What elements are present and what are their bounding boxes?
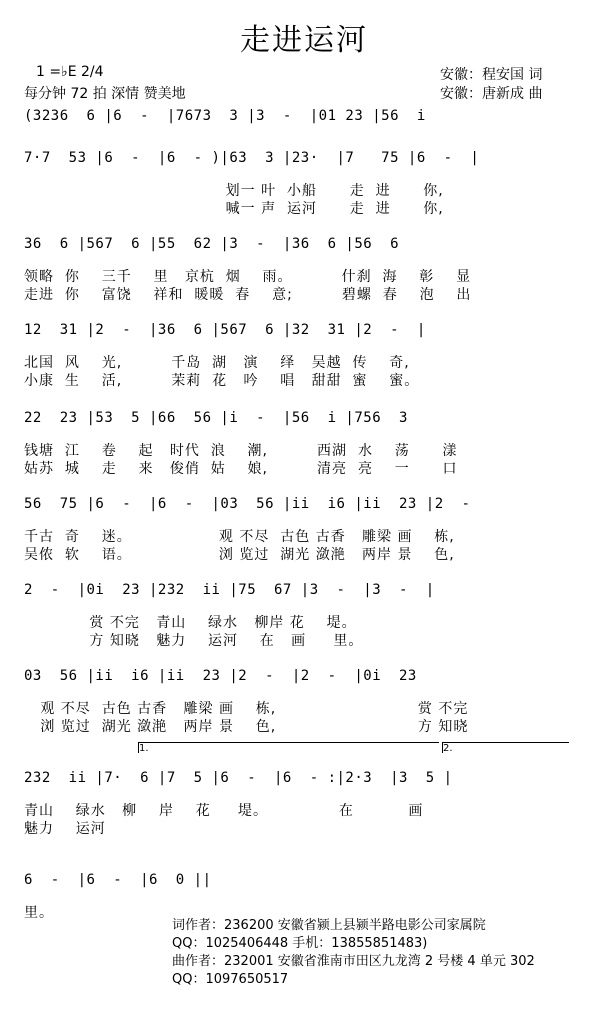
first-ending-bracket <box>138 742 439 753</box>
key-signature: 1 =♭E 2/4 <box>36 64 104 80</box>
lyric-verse-2: 方 知晓 魅力 运河 在 画 里。 <box>24 633 364 649</box>
notation-line: 03 56 |ii i6 |ii 23 |2 - |2 - |0i 23 <box>24 668 426 684</box>
lyric-verse-2: 魅力 运河 <box>24 821 106 837</box>
lyric-verse-2: 走进 你 富饶 祥和 暖暖 春 意; 碧螺 春 泡 出 <box>24 287 472 303</box>
second-ending-bracket <box>442 742 569 753</box>
composer-address: 曲作者：232001 安徽省淮南市田区九龙湾 2 号楼 4 单元 302 <box>172 954 535 969</box>
lyric-verse-1: 划一 叶 小船 走 进 你, <box>24 183 444 199</box>
lyricist-address: 词作者：236200 安徽省颍上县颍半路电影公司家属院 <box>172 918 486 933</box>
song-title: 走进运河 <box>240 23 368 58</box>
composer-credit: 安徽：唐新成 曲 <box>440 86 543 102</box>
lyric-verse-1: 赏 不完 青山 绿水 柳岸 花 堤。 <box>24 615 357 631</box>
notation-line: 56 75 |6 - |6 - |03 56 |ii i6 |ii 23 |2 - <box>24 496 489 512</box>
composer-contact: QQ：1097650517 <box>172 972 289 987</box>
lyric-verse-2: 浏 览过 湖光 潋滟 两岸 景 色, 方 知晓 <box>24 719 469 735</box>
lyric-verse-2: 吴侬 软 语。 浏 览过 湖光 潋滟 两岸 景 色, <box>24 547 455 563</box>
lyric-verse-2: 小康 生 活, 茉莉 花 吟 唱 甜甜 蜜 蜜。 <box>24 373 420 389</box>
lyric-verse-1: 钱塘 江 卷 起 时代 浪 潮, 西湖 水 荡 漾 <box>24 443 458 459</box>
notation-line: 36 6 |567 6 |55 62 |3 - |36 6 |56 6 <box>24 236 408 252</box>
first-ending-label: 1. <box>139 743 149 754</box>
lyric-verse-1: 千古 奇 迷。 观 不尽 古色 古香 雕梁 画 栋, <box>24 529 455 545</box>
lyric-verse-1: 北国 风 光, 千岛 湖 演 绎 吴越 传 奇, <box>24 355 410 371</box>
notation-line: 2 - |0i 23 |232 ii |75 67 |3 - |3 - | <box>24 582 435 598</box>
notation-line: 22 23 |53 5 |66 56 |i - |56 i |756 3 <box>24 410 417 426</box>
lyric-verse-2: 姑苏 城 走 来 俊俏 姑 娘, 清亮 亮 一 口 <box>24 461 458 477</box>
lyricist-contact: QQ：1025406448 手机：13855851483) <box>172 936 428 951</box>
notation-line: 7·7 53 |6 - |6 - )|63 3 |23· |7 75 |6 - | <box>24 150 480 166</box>
lyric-verse-1: 青山 绿水 柳 岸 花 堤。 在 画 <box>24 803 424 819</box>
second-ending-label: 2. <box>443 743 453 754</box>
lyric-verse-1: 观 不尽 古色 古香 雕梁 画 栋, 赏 不完 <box>24 701 469 717</box>
lyricist-credit: 安徽：程安国 词 <box>440 67 543 83</box>
notation-line: 12 31 |2 - |36 6 |567 6 |32 31 |2 - | <box>24 322 426 338</box>
tempo-marking: 每分钟 72 拍 深情 赞美地 <box>24 86 186 102</box>
notation-line: (3236 6 |6 - |7673 3 |3 - |01 23 |56 i <box>24 108 435 124</box>
lyric-verse-2: 喊一 声 运河 走 进 你, <box>24 201 444 217</box>
lyric-verse-1: 里。 <box>24 905 54 921</box>
lyric-verse-1: 领略 你 三千 里 京杭 烟 雨。 什刹 海 彰 显 <box>24 269 472 285</box>
notation-line: 6 - |6 - |6 0 || <box>24 872 212 888</box>
notation-line: 232 ii |7· 6 |7 5 |6 - |6 - :|2·3 |3 5 | <box>24 770 453 786</box>
